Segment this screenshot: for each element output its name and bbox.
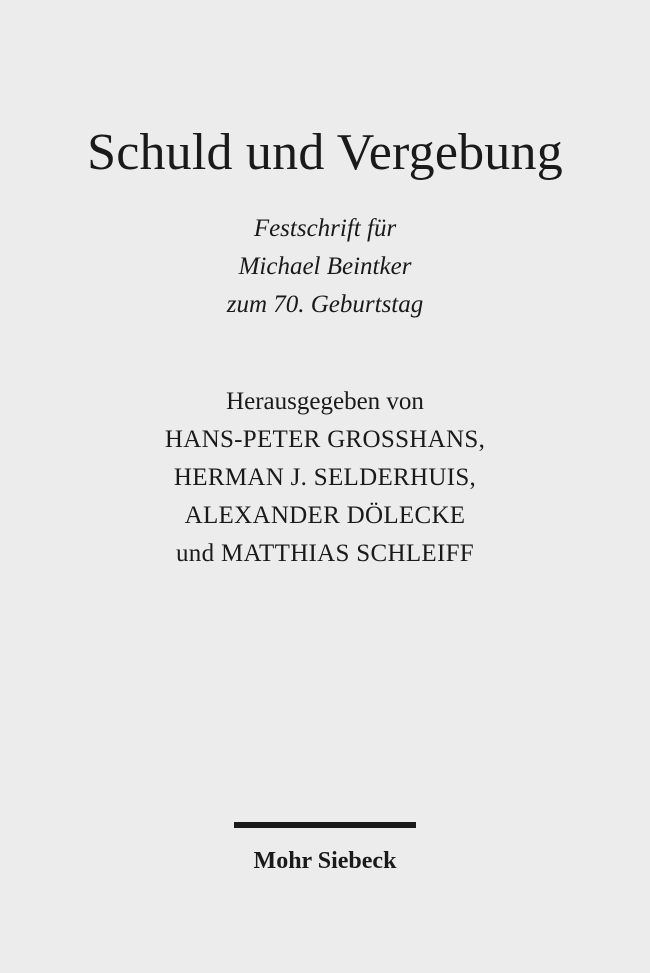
- publisher-name: Mohr Siebeck: [253, 848, 397, 874]
- editors-block: [0, 383, 650, 573]
- editor-line: und MATTHIAS SCHLEIFF: [176, 540, 474, 567]
- editors-intro: Herausgegeben von: [226, 388, 424, 415]
- subtitle-line: Festschrift für: [253, 215, 397, 242]
- subtitle-block: [0, 210, 650, 324]
- publisher-rule: [234, 822, 416, 828]
- editor-line: ALEXANDER DÖLECKE: [184, 502, 466, 529]
- editor-line: HANS-PETER GROSSHANS,: [164, 426, 486, 453]
- subtitle-line: zum 70. Geburtstag: [226, 291, 424, 318]
- subtitle-line: Michael Beintker: [238, 253, 412, 280]
- editor-line: HERMAN J. SELDERHUIS,: [173, 464, 477, 491]
- book-title: Schuld und Vergebung: [87, 124, 563, 181]
